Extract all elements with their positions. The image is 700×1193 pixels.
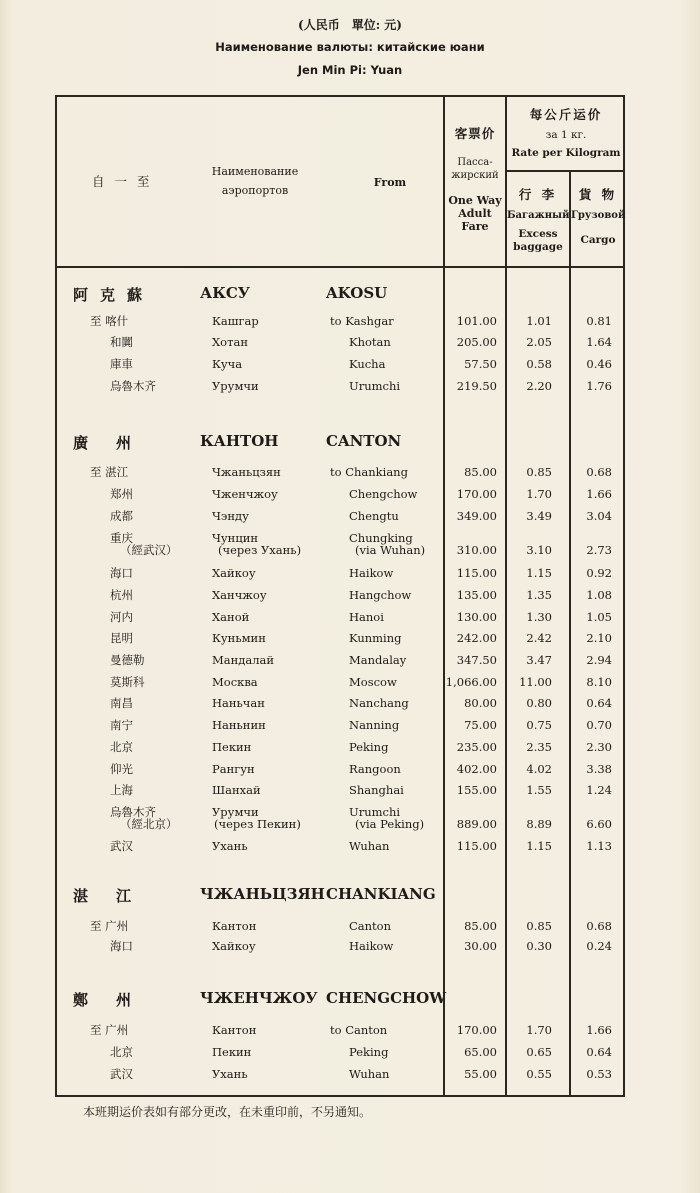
row-cargo: 1.76 [586, 379, 612, 393]
col-cargo-en: Cargo [580, 234, 616, 246]
row-fare: 402.00 [456, 762, 497, 776]
col-rate-unit: за 1 кг. [545, 129, 587, 141]
row-cn: 至 湛江 [90, 465, 129, 479]
section-title-cn: 廣州 [73, 434, 160, 452]
row-cargo: 3.04 [586, 509, 612, 523]
row-ru: Хотан [212, 335, 248, 349]
section-title-en: CANTON [326, 432, 402, 450]
section-title-en: CHENGCHOW [326, 989, 447, 1007]
row-cn: 至 广州 [90, 919, 129, 933]
row-ru: Чженчжоу [212, 487, 278, 501]
row-en: Chengchow [349, 487, 418, 501]
section-title-ru: ЧЖЕНЧЖОУ [200, 989, 318, 1007]
row-cargo: 8.10 [586, 675, 612, 689]
row-fare: 85.00 [464, 465, 497, 479]
row-en: Rangoon [349, 762, 401, 776]
row-baggage: 0.80 [526, 696, 552, 710]
section-title-cn: 鄭州 [73, 991, 160, 1009]
row-ru: Урумчи [212, 805, 259, 819]
row-en: Chungking [349, 531, 413, 545]
col-fare-en-3: Fare [461, 220, 489, 233]
row-baggage: 1.15 [526, 566, 552, 580]
row-cargo: 1.05 [586, 610, 612, 624]
row-cn: 河内 [110, 610, 133, 624]
row-cn: 仰光 [110, 762, 133, 776]
row-cn: 和闐 [110, 335, 133, 349]
row-cn: 曼德勒 [110, 653, 145, 667]
row-cargo: 0.92 [586, 566, 612, 580]
col-cargo-ru: Грузовой [571, 210, 626, 221]
row-cn: 莫斯科 [110, 675, 145, 689]
row-en: Peking [349, 740, 389, 754]
row-cargo: 3.38 [586, 762, 612, 776]
row-cargo: 6.60 [586, 817, 612, 831]
row-cn: 昆明 [110, 631, 133, 645]
row-baggage: 1.15 [526, 839, 552, 853]
row-cn: 武汉 [110, 839, 133, 853]
row-ru: Кантон [212, 919, 257, 933]
col-fare-en-1: One Way [448, 194, 502, 207]
row-fare: 101.00 [456, 314, 497, 328]
row-cargo: 1.66 [586, 1023, 612, 1037]
row-cn: 至 广州 [90, 1023, 129, 1037]
section-title-en: CHANKIANG [326, 885, 436, 903]
row-baggage: 1.30 [526, 610, 552, 624]
row-fare: 115.00 [456, 839, 497, 853]
row-fare: 235.00 [456, 740, 497, 754]
row-baggage: 2.35 [526, 740, 552, 754]
row-baggage: 3.49 [526, 509, 552, 523]
row-baggage: 0.85 [526, 919, 552, 933]
row-ru: Кантон [212, 1023, 257, 1037]
row-cn: 庫車 [110, 357, 133, 371]
row-cn: 郑州 [110, 487, 133, 501]
row-fare: 205.00 [456, 335, 497, 349]
col-fare-ru-2: жирский [451, 170, 499, 181]
row-cargo: 0.53 [586, 1067, 612, 1081]
row-cargo: 1.08 [586, 588, 612, 602]
row-en: Canton [349, 919, 392, 933]
row-en: Shanghai [349, 783, 404, 797]
col-from-en: From [373, 176, 407, 189]
row-ru: Хайкоу [212, 939, 256, 953]
row-ru: Чунцин [212, 531, 259, 545]
row-cn: 重庆 [110, 531, 133, 545]
row-ru: Чжаньцзян [212, 465, 281, 479]
currency-header-cn: (人民币 單位: 元) [298, 18, 402, 32]
col-fare-ru-1: Пасса- [457, 157, 493, 168]
row-fare: 310.00 [456, 543, 497, 557]
row-baggage: 0.75 [526, 718, 552, 732]
row-fare: 349.00 [456, 509, 497, 523]
row-fare: 170.00 [456, 487, 497, 501]
row-baggage: 2.42 [526, 631, 552, 645]
section-title-ru: АКСУ [200, 284, 250, 302]
row-baggage: 2.05 [526, 335, 552, 349]
row-baggage: 1.35 [526, 588, 552, 602]
row-cargo: 0.64 [586, 1045, 612, 1059]
row-ru: Куча [212, 357, 243, 371]
row-ru: Куньмин [212, 631, 266, 645]
row-cn: 南宁 [110, 718, 133, 732]
row-ru: Мандалай [212, 653, 275, 667]
section-title-cn: 阿克蘇 [73, 286, 155, 304]
row-cargo: 0.81 [586, 314, 612, 328]
row-en: Kucha [349, 357, 386, 371]
row-baggage: 3.10 [526, 543, 552, 557]
row-ru: Хайкоу [212, 566, 256, 580]
row-baggage: 1.55 [526, 783, 552, 797]
row-cn: 南昌 [110, 696, 133, 710]
row-baggage: 1.70 [526, 487, 552, 501]
row-cn: 烏魯木齐 [110, 805, 156, 819]
row-fare: 170.00 [456, 1023, 497, 1037]
row-en: Nanning [349, 718, 400, 732]
row-en: Khotan [349, 335, 391, 349]
col-rate-cn: 每公斤运价 [529, 107, 603, 122]
section-title-ru: КАНТОН [200, 432, 279, 450]
col-baggage-en-2: baggage [513, 241, 563, 253]
row-ru: Рангун [212, 762, 255, 776]
row-ru: Пекин [212, 740, 252, 754]
row-en-via: (via Wuhan) [355, 543, 426, 557]
row-cargo: 2.10 [586, 631, 612, 645]
row-cn: 至 喀什 [90, 314, 129, 328]
row-cn: 北京 [110, 740, 133, 754]
row-en: Moscow [349, 675, 397, 689]
row-en: Nanchang [349, 696, 409, 710]
row-cn: 海口 [110, 939, 133, 953]
row-fare: 85.00 [464, 919, 497, 933]
row-cn-via: （經武汉） [120, 543, 178, 557]
row-ru: Кашгар [212, 314, 259, 328]
row-en: Mandalay [349, 653, 407, 667]
row-cargo: 0.46 [586, 357, 612, 371]
row-cn: 杭州 [110, 588, 133, 602]
row-cargo: 2.30 [586, 740, 612, 754]
row-baggage: 11.00 [519, 675, 552, 689]
row-cn: 上海 [110, 783, 133, 797]
col-fare-cn: 客票价 [454, 126, 496, 141]
col-airport-ru-1: Наименование [211, 165, 299, 178]
row-cargo: 2.94 [586, 653, 612, 667]
row-en: Chengtu [349, 509, 399, 523]
row-baggage: 1.01 [526, 314, 552, 328]
row-fare: 55.00 [464, 1067, 497, 1081]
row-ru-via: (через Пекин) [214, 817, 301, 831]
row-fare: 130.00 [456, 610, 497, 624]
row-fare: 65.00 [464, 1045, 497, 1059]
row-cargo: 0.68 [586, 465, 612, 479]
col-airport-ru-2: аэропортов [221, 184, 289, 197]
row-ru: Ханчжоу [212, 588, 267, 602]
row-cargo: 0.24 [586, 939, 612, 953]
row-ru: Наньчан [212, 696, 265, 710]
row-baggage: 3.47 [526, 653, 552, 667]
row-cargo: 0.68 [586, 919, 612, 933]
col-baggage-cn: 行 李 [518, 187, 558, 202]
row-ru: Шанхай [212, 783, 261, 797]
footer-note: 本班期运价表如有部分更改，在未重印前，不另通知。 [83, 1105, 372, 1119]
row-en: Hanoi [349, 610, 384, 624]
header-divider [55, 266, 625, 268]
row-fare: 115.00 [456, 566, 497, 580]
row-fare: 80.00 [464, 696, 497, 710]
row-fare: 889.00 [456, 817, 497, 831]
row-fare: 347.50 [456, 653, 497, 667]
row-baggage: 0.65 [526, 1045, 552, 1059]
row-baggage: 0.30 [526, 939, 552, 953]
row-baggage: 0.85 [526, 465, 552, 479]
row-fare: 155.00 [456, 783, 497, 797]
col-fare-en-2: Adult [458, 207, 492, 220]
row-en: Urumchi [349, 805, 401, 819]
row-en: Kunming [349, 631, 402, 645]
row-baggage: 1.70 [526, 1023, 552, 1037]
row-en: Peking [349, 1045, 389, 1059]
row-cn: 成都 [110, 509, 133, 523]
row-fare: 135.00 [456, 588, 497, 602]
col-baggage-ru: Багажный [507, 210, 570, 221]
row-en-via: (via Peking) [355, 817, 425, 831]
row-baggage: 2.20 [526, 379, 552, 393]
row-en: Wuhan [349, 839, 390, 853]
row-fare: 75.00 [464, 718, 497, 732]
section-title-ru: ЧЖАНЬЦЗЯН [200, 885, 325, 903]
col-baggage-en-1: Excess [518, 228, 558, 240]
currency-header-en: Jen Min Pi: Yuan [297, 63, 403, 77]
row-ru: Ханой [212, 610, 250, 624]
row-en: to Canton [330, 1023, 388, 1037]
row-cargo: 0.64 [586, 696, 612, 710]
row-fare: 57.50 [464, 357, 497, 371]
row-cn: 北京 [110, 1045, 133, 1059]
row-fare: 1,066.00 [445, 675, 497, 689]
row-divider [505, 170, 625, 172]
row-baggage: 8.89 [526, 817, 552, 831]
col-from-cn: 自 一 至 [92, 174, 153, 189]
row-fare: 219.50 [456, 379, 497, 393]
row-cn: 烏魯木齐 [110, 379, 156, 393]
row-cn-via: （經北京） [120, 817, 178, 831]
row-cargo: 1.24 [586, 783, 612, 797]
row-baggage: 0.58 [526, 357, 552, 371]
row-ru: Пекин [212, 1045, 252, 1059]
row-en: to Chankiang [330, 465, 408, 479]
row-en: Hangchow [349, 588, 412, 602]
currency-header-ru: Наименование валюты: китайские юани [215, 40, 485, 54]
col-cargo-cn: 貨 物 [578, 187, 618, 202]
section-title-cn: 湛江 [73, 887, 160, 905]
row-en: Wuhan [349, 1067, 390, 1081]
row-en: Haikow [349, 939, 394, 953]
row-cargo: 1.13 [586, 839, 612, 853]
row-baggage: 4.02 [526, 762, 552, 776]
row-ru: Наньнин [212, 718, 266, 732]
row-cn: 海口 [110, 566, 133, 580]
row-cargo: 1.64 [586, 335, 612, 349]
row-cn: 武汉 [110, 1067, 133, 1081]
row-en: to Kashgar [330, 314, 394, 328]
row-ru: Ухань [212, 839, 248, 853]
row-fare: 242.00 [456, 631, 497, 645]
section-title-en: AKOSU [326, 284, 388, 302]
row-en: Haikow [349, 566, 394, 580]
row-ru: Москва [212, 675, 258, 689]
row-ru-via: (через Ухань) [218, 543, 302, 557]
row-cargo: 2.73 [586, 543, 612, 557]
row-fare: 30.00 [464, 939, 497, 953]
row-cargo: 0.70 [586, 718, 612, 732]
row-cargo: 1.66 [586, 487, 612, 501]
row-ru: Ухань [212, 1067, 248, 1081]
row-baggage: 0.55 [526, 1067, 552, 1081]
row-ru: Чэнду [212, 509, 249, 523]
row-ru: Урумчи [212, 379, 259, 393]
row-en: Urumchi [349, 379, 401, 393]
col-rate-en: Rate per Kilogram [511, 147, 621, 159]
